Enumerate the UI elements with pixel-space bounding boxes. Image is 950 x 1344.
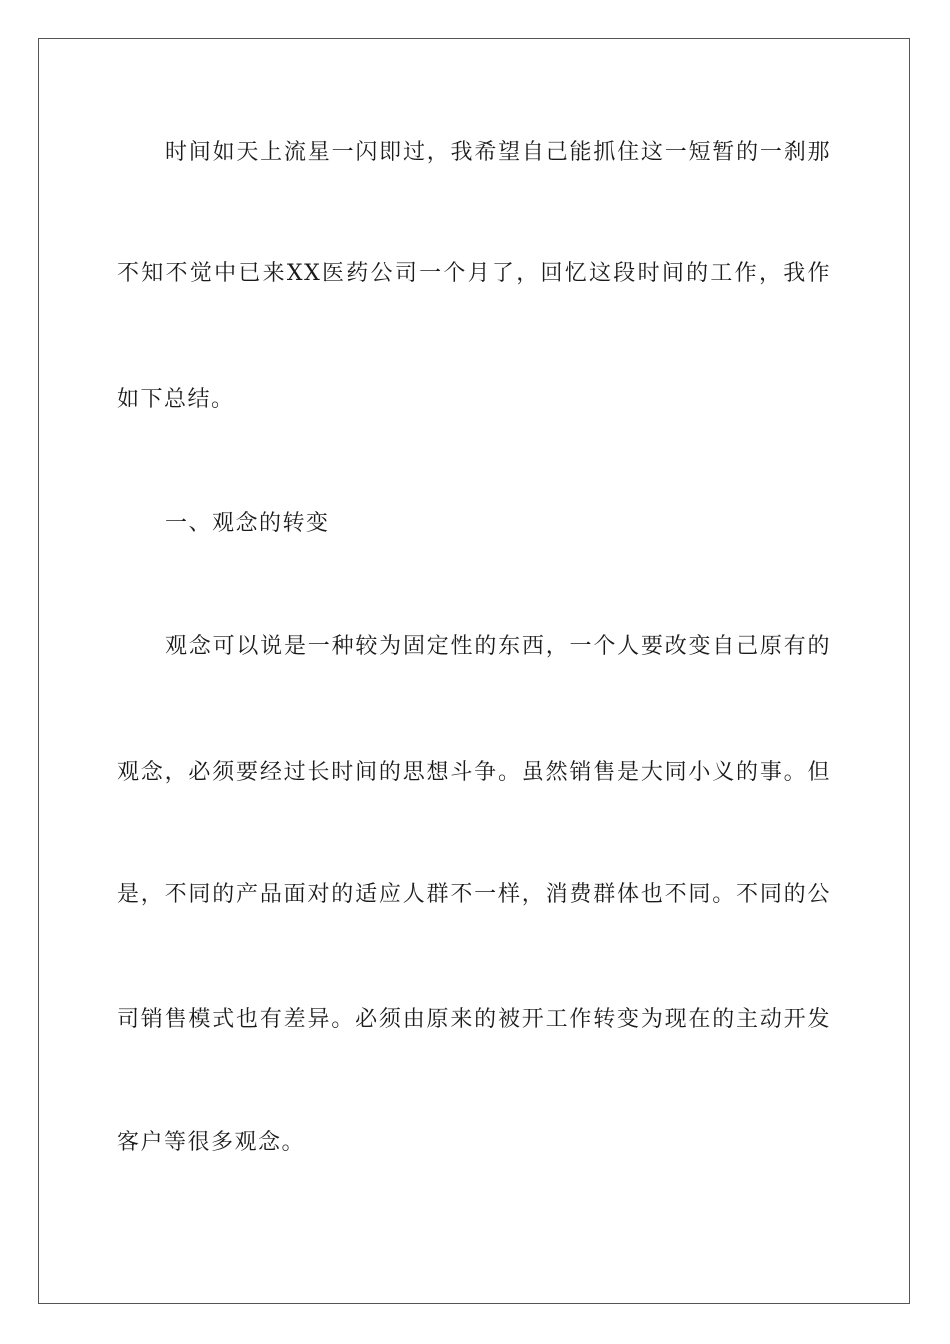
paragraph-2-line-5: 客户等很多观念。: [117, 1130, 306, 1155]
paragraph-2-line-4: 司销售模式也有差异。必须由原来的被开工作转变为现在的主动开发: [117, 1007, 831, 1032]
paragraph-1-line-2: 不知不觉中已来XX医药公司一个月了，回忆这段时间的工作，我作: [117, 261, 831, 286]
paragraph-2-line-1: 观念可以说是一种较为固定性的东西，一个人要改变自己原有的: [165, 634, 831, 659]
paragraph-2-line-2: 观念，必须要经过长时间的思想斗争。虽然销售是大同小义的事。但: [117, 760, 831, 785]
paragraph-2-line-3: 是，不同的产品面对的适应人群不一样，消费群体也不同。不同的公: [117, 882, 831, 907]
page-border: [38, 38, 910, 1304]
paragraph-1-line-1: 时间如天上流星一闪即过，我希望自己能抓住这一短暂的一刹那: [165, 140, 831, 165]
paragraph-1-line-3: 如下总结。: [117, 387, 235, 412]
section-heading: 一、观念的转变: [165, 511, 330, 536]
